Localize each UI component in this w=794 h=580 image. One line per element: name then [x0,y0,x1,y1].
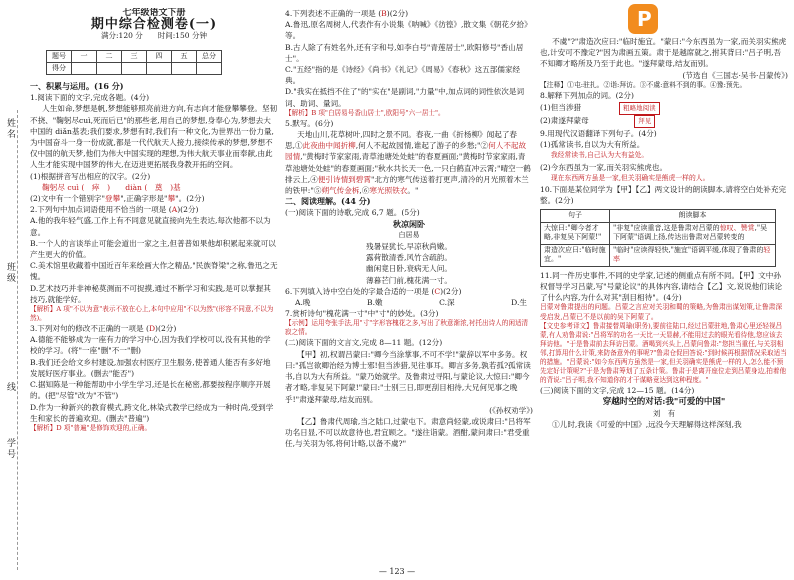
q4-end: )(2分) [386,9,409,18]
q7-note: 【示例】运用夸张手法,用"寸"字形容槐花之多,写出了秋意渐浓,衬托出诗人的闲适清寂之情。 [285,319,529,337]
reading-script-table [540,209,776,267]
q9: 9.用现代汉语翻译下列句子。(4分) [540,128,657,138]
q4 [285,8,533,19]
binding-margin [0,0,24,580]
q3-answer: D [148,324,156,334]
q1-2 [30,193,278,204]
q4-option-d: D."我实在抵挡不住了"的"实在"是副词,"力量"中,加点词的词性依次是词词、助词、量词。 [285,87,525,108]
q9-1-answer: 我经常读书,自己认为大有益处。 [550,151,649,160]
score-input-cell[interactable] [147,62,172,74]
part-3-heading: (三)阅读下面的文字,完成 12—15 题。(14分) [540,386,695,396]
q2-option-c: C.美术馆里收藏着中国近百年来绘画大作之精品,"民族脊梁"之称,鲁迅之无愧。 [30,261,278,282]
table-cell-script-2 [610,244,776,266]
q3-option-c: C.据知陈是一种能帮助中小学生学习,还是长在秘密,都要按程序顺序开展的。(把"尽管"改为"不管") [30,380,271,401]
part-2-heading: (二)阅读下面的文言文,完成 8—11 题。(12分) [285,338,443,348]
table-cell-script-1 [610,222,776,244]
q3-note: 【解析】D 项"普遍"是修饰欢迎的,正确。 [30,423,152,432]
q2-end: )(2分) [177,205,199,215]
q9-2-answer: 现在东西两方虽是一家,但关羽确实是熊虎一样的人。 [550,173,710,182]
score-header-cell: 五 [172,50,197,62]
q1-2-answer: 登攀 [105,194,121,204]
score-input-cell[interactable] [122,62,147,74]
q6-end: )(2分) [440,286,462,296]
q5-answer-1: 此夜曲中闻折柳 [302,141,356,151]
score-header-cell: 题号 [47,50,72,62]
classical-text-c: 不虞"?"肃造次应曰:"临时施宜。"蒙曰:"今东西虽为一家,而关羽实熊虎也,计安可不豫定?"因为肃画五策。肃于是越席就之,拊其背曰:"吕子明,吾不知卿才略所及乃至于此也。"遂拜蒙母,结友而别。 [540,37,787,69]
q6-options [285,297,533,308]
q8-1 [540,102,788,115]
score-table [46,50,222,75]
q5-text-4: "北方的寒气传送着打更声,清冷的月光照着木兰的铁甲:"⑤ [285,174,529,196]
q1-2-answer2: 攀 [167,194,176,204]
q4-note: 【解析】B 项"白居易号香山居士",欧阳号"六一居士"。 [285,108,445,117]
q11-note: 【文史参考译文】鲁肃接替周瑜(职务),要前往陆口,经过吕蒙驻地,鲁肃心里还轻视吕蒙,有人劝鲁肃说:"吕将军的功名一天比一天显赫,不能用过去的眼光看待他,您应该去拜访他。"于是鲁肃前去拜访吕蒙。酒喝到兴头上,吕蒙问鲁肃:"您担当重任,与关羽相邻,打算用什么计策,来防备意外的事呢?"鲁肃仓促回答说:"到时候再根据情况采取适当的措施。"吕蒙说:"如今东西两方虽然是一家,但关羽确实是熊虎一样的人,怎么能不预先定好计策呢?"于是为鲁肃筹划了五条计策。鲁肃于是离开座位走到吕蒙身边,拍着他的背说:"吕子明,我不知道你的才干谋略竟达到这种程度。" [540,322,787,385]
classical-text-b: 【乙】鲁肃代周瑜,当之陆口,过蒙屯下。肃意尚轻蒙,或说肃曰:"吕将军功名日显,不可以故意待也,君宜顾之。"遂往诣蒙。酒酣,蒙问肃曰:"君受重任,与关羽为邻,将何计略,以备不虞?" [285,416,531,449]
q6 [285,286,533,297]
q1-2-text: (2)文中有一个错别字" [30,194,105,204]
script-1-text-2: ,"吴下阿蒙"语调上扬,传达出鲁肃对吕蒙转变的 [613,223,768,242]
article-author: 刘 有 [652,408,676,418]
q9-2: (2)今东西虽为一家,而关羽实熊虎也。 [540,162,668,172]
poem-line: 薄暮芒门前,槐花满一寸。 [366,275,452,285]
q6-option: A.晚 [295,298,311,308]
q8-2 [540,115,788,128]
q11-answer: 吕蒙对鲁肃提出的问题。吕蒙之言应对关羽和蜀的策略,为鲁肃出谋划策,让鲁肃深受启发,吕蒙已不是以前的吴下阿蒙了。 [540,303,783,321]
poem-line: 露荷散清香,风竹含疏韵。 [366,253,452,263]
section-2-heading: 二、阅读理解。(44 分) [285,196,371,207]
q1-2-mid: ",正确字形是" [120,194,168,204]
q5-end: 。" [407,186,419,196]
score-input-cell[interactable] [72,62,97,74]
article-title: 穿越时空的对话:我"可爱的中国" [602,396,726,407]
article-paragraph-1: ①儿时,我读《可爱的中国》,远没今天理解得这样深刻,我 [552,420,742,430]
q4-answer: B [381,9,387,18]
score-input-cell[interactable] [172,62,197,74]
q3-option-a: A.德能不能够成为一座有力的学习中心,因为我们学校可以,没有其他的学校的学习。(将"一座"删"不一"删) [30,335,271,356]
glossary: 【注释】①屯:驻扎。②诣:拜访。③不虞:意料不到的事。④豫:预先。 [540,80,747,89]
score-label-cell: 得分 [47,62,72,74]
line-label: 线 [5,382,15,393]
q1-2-end: "。(2分) [175,194,205,204]
score-header-cell: 四 [147,50,172,62]
script-1-answer: 惊叹、赞赏 [719,223,755,232]
classical-text-a: 【甲】初,权谓吕蒙曰:"卿今当涂掌事,不可不学!"蒙辞以军中多务。权曰:"孤岂欲卿治经为博士邪!但当涉猎,见往事耳。卿言多务,孰若孤?孤常读书,自以为大有所益。"蒙乃始就学。及鲁肃过寻阳,与蒙论议,大惊曰:"卿今者才略,非复吴下阿蒙!"蒙曰:"士别三日,即更刮目相待,大兄何见事之晚乎!"肃遂拜蒙母,结友而别。 [285,349,531,404]
score-header-cell: 二 [97,50,122,62]
q7: 7.赏析诗句"槐花满一寸"中"寸"的妙处。(3分) [285,309,439,319]
q5-answer-4: 便引诗情到碧霄 [317,174,371,184]
q2-option-d: D.艺术技巧并非神秘莫测而不可捉摸,通过不断学习和实践,是可以掌握其技巧,就能学好。 [30,283,271,304]
section-1-heading: 一、积累与运用。(16 分) [30,81,124,92]
score-input-cell[interactable] [197,62,222,74]
score-header-cell: 一 [72,50,97,62]
part-1-heading: (一)阅读下面的诗歌,完成 6,7 题。(5分) [285,208,420,218]
q6-option: C.深 [439,298,455,308]
q5-passage [285,129,533,196]
q8: 8.解释下列加点的词。(2分) [540,91,634,101]
poem-line: 残暑昼犹长,早凉秋尚嫩。 [366,242,452,252]
q5: 5.默写。(6分) [285,118,334,128]
class-label: 班级 [5,262,15,284]
script-2-text: "临时"应读得轻快,"施宜"语调平缓,体现了鲁肃的 [613,245,764,254]
score-input-cell[interactable] [97,62,122,74]
q5-text-3: ,"黄梅时节家家雨,青草池塘处处蛙"的春夏画面;"黄梅时节家家雨,青草池塘处处蛙"的春夏画面;"秋水共长天一色,一只白鹤直冲云霄;"晴空一鹤排云上,④ [285,152,531,184]
name-label: 姓名 [5,118,15,140]
q1-passage: 人生如命,梦想是帆,梦想能够照亮前进方向,有志向才能登攀攀登。坚韧不挠、"鞠躬尽cuì,死而后已"的那些老,用自己的梦想,身奉心为,梦想去大中国的 diǎn基表;我们要求,梦想有时,我们有一种文化,为世界出一份力量,为中国奋斗一身一份成就,都是一代代航天人接力,接续传承的梦想,梦想不仅中国的航天梦,他们为伟大中国实现的理想,为伟大航天事业而奉献,由此人生才能实现中国梦的伟大,在迈进更拓展我身教开拓的空间。 [30,104,278,170]
q2-option-b: B.一个人的言谈举止可能会道出一家之主,但普普如果他却积累起来就可以产生更大的价值。 [30,238,276,260]
q10: 10.下面是某位同学为【甲】【乙】两文设计的朗读脚本,请将空白处补充完整。(2分) [540,184,787,206]
exam-subtitle: 七年级语文下册 [122,8,186,18]
classical-text-c-source: (节选自《三国志·吴书·吕蒙传》) [682,70,788,80]
q2-note: 【解析】A 项"不以为意"表示不放在心上,本句中应用"不以为然"(形容不同意,不以为然)。 [30,305,274,323]
q3-text: 3.下列对句的修改不正确的一项是 ( [30,324,149,334]
q2-text: 2.下列句中加点词语使用不恰当的一项是 ( [30,205,172,215]
script-1-text: "非复"应读重音,这是鲁肃对吕蒙的 [613,223,720,232]
q1-1-answer: 鞠躬尽 cuì ( 瘁 ) diàn ( 奠 )基 [42,182,181,192]
column-1 [30,8,278,433]
table-header-script: 朗读脚本 [610,210,776,223]
poem-title: 秋凉闲卧 [393,218,425,229]
q5-text-1: 天地山川,花草树叶,四时之景不同。春夜,一曲《折杨柳》闻起了春思,① [285,130,518,151]
poem-line: 幽闲竟日卧,衰病无人问。 [366,264,452,274]
score-header-cell: 总分 [197,50,222,62]
q5-answer-2: 何人不起故园情 [285,141,527,162]
q1-1: (1)根据拼音写出相应的汉字。(2分) [30,171,151,181]
q9-1: (1)孤常读书,自以为大有所益。 [540,140,645,150]
q2 [30,204,278,215]
q2-option-a: A.他的我年轻气盛,工作上有不同意见就直接向先生表达,每次他都不以为意。 [30,216,271,237]
table-header-sentence: 句子 [541,210,610,223]
q3-end: )(2分) [155,324,177,334]
q3-option-d: D.作为一种新兴的教育模式,跨文化,林染式教学已经成为一种时尚,受到学生和家长的普遍欢迎。(删去"普遍") [30,402,274,423]
q4-option-a: A.鲁迅,原名周树人,代表作有小说集《呐喊》《彷徨》,散文集《朝花夕拾》等。 [285,20,532,41]
score-header-cell: 三 [122,50,147,62]
column-3 [540,8,788,430]
q8-1-text: (1)但当涉猎 [540,102,582,112]
q5-answer-5: 朔气传金柝 [321,186,360,196]
q6-option: D.生 [511,298,527,308]
logo-letter: P [637,7,652,31]
poem-author: 白居易 [398,230,420,239]
q4-option-c: C."五经"指的是《诗经》《尚书》《礼记》《周易》《春秋》这五部儒家经典。 [285,65,521,86]
id-label: 学号 [5,438,15,460]
q6-answer: C [434,286,441,296]
q6-option: B.嫩 [367,298,383,308]
q1-stem: 1.阅读下面的文字,完成各题。(4分) [30,93,150,103]
classical-text-a-source: (《孙权劝学》) [489,405,533,415]
q3 [30,323,278,334]
q8-2-text: (2)肃遂拜蒙母 [540,115,589,125]
q8-2-answer: 拜见 [634,115,655,128]
exam-title: 期中综合检测卷(一) [90,17,218,33]
q5-answer-6: 寒光照铁衣 [369,186,408,196]
script-2-answer: 轻率 [613,245,771,264]
q4-option-b: B.古人除了有姓名外,还有字和号,如李白号"青莲居士",欧阳修号"香山居士"。 [285,42,524,63]
q5-mid: ,⑥ [359,186,370,196]
q5-text-2: ,何人不起故园情,谁起了游子的乡愁;"② [355,141,489,151]
table-cell-sentence-2: 肃造次应曰:"临时施宜。" [541,244,610,266]
q11: 11.同一件历史事件,不同的史学家,记述的侧重点有所不同。【甲】文中孙权督导学习吕蒙,写"号蒙论议"的具体内容,请结合【乙】文,说说他们读论了什么内容,为什么对其"刮目相待"。(4分) [540,270,783,303]
page-number: — 123 — [378,567,416,576]
exam-info: 满分:120 分 时间:150 分钟 [101,31,207,41]
cut-line [17,110,18,570]
table-cell-sentence-1: 大惊曰:"卿今者才略,非复吴下阿蒙!" [541,222,610,244]
q2-answer: A [171,205,178,215]
q8-1-answer: 粗略地阅读 [619,102,660,115]
q3-option-b: B.我们还会给文乡村建设,加强农村医疗卫生服务,使普通人能否有多好地发展好医疗事业。(删去"能否") [30,357,271,378]
q4-text: 4.下列表述不正确的一项是 ( [285,9,382,18]
column-2 [285,8,533,450]
q6-text: 6.下列填入诗中空白处的字最合适的一项是 ( [285,286,435,296]
